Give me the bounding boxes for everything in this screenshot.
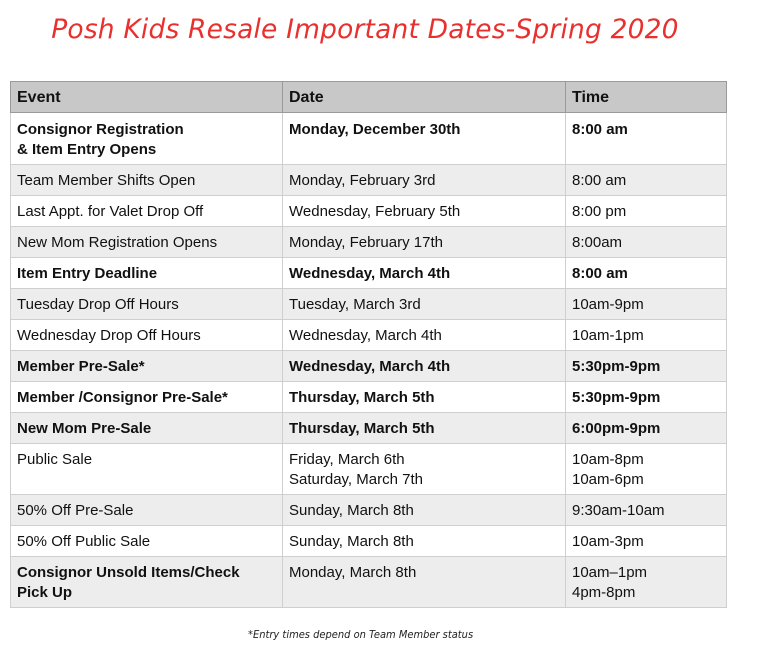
table-row xyxy=(11,227,727,258)
time-cell xyxy=(566,227,727,258)
event-cell xyxy=(11,227,283,258)
date-cell-line: Sunday, March 8th xyxy=(289,533,414,550)
date-cell-line: Friday, March 6th xyxy=(289,451,405,468)
event-cell xyxy=(11,444,283,495)
event-cell-line: Public Sale xyxy=(17,451,93,468)
time-cell xyxy=(566,526,727,557)
event-cell xyxy=(11,351,283,382)
time-cell-line: 8:00 am xyxy=(572,172,627,189)
time-cell xyxy=(566,557,727,608)
event-cell-line: Member /Consignor Pre-Sale* xyxy=(17,389,228,406)
time-cell xyxy=(566,495,727,526)
table-row xyxy=(11,289,727,320)
table-row xyxy=(11,526,727,557)
event-cell xyxy=(11,289,283,320)
date-cell xyxy=(283,495,566,526)
time-cell-line: 10am-6pm xyxy=(572,471,644,488)
date-cell-line: Sunday, March 8th xyxy=(289,502,414,519)
time-cell-line: 10am-9pm xyxy=(572,296,644,313)
time-cell-line: 8:00 am xyxy=(572,265,628,282)
event-cell xyxy=(11,165,283,196)
event-cell-line: Team Member Shifts Open xyxy=(17,172,196,189)
date-cell-line: Monday, December 30th xyxy=(289,121,461,138)
date-cell-line: Tuesday, March 3rd xyxy=(289,296,421,313)
time-cell-line: 10am–1pm xyxy=(572,564,648,581)
event-cell-line: Consignor Unsold Items/Check xyxy=(17,564,240,581)
event-cell xyxy=(11,495,283,526)
table-row xyxy=(11,258,727,289)
event-cell-line: Consignor Registration xyxy=(17,121,184,138)
date-cell-line: Monday, February 3rd xyxy=(289,172,436,189)
date-cell xyxy=(283,196,566,227)
date-cell-line: Wednesday, March 4th xyxy=(289,327,442,344)
date-cell-line: Wednesday, March 4th xyxy=(289,265,451,282)
date-cell-line: Monday, March 8th xyxy=(289,564,417,581)
date-cell xyxy=(283,351,566,382)
time-cell-line: 9:30am-10am xyxy=(572,502,665,519)
time-cell xyxy=(566,444,727,495)
table-row xyxy=(11,557,727,608)
header-time: Time xyxy=(566,82,727,113)
date-cell xyxy=(283,557,566,608)
time-cell-line: 10am-8pm xyxy=(572,451,644,468)
date-cell xyxy=(283,165,566,196)
event-cell-line: Wednesday Drop Off Hours xyxy=(17,327,201,344)
time-cell xyxy=(566,289,727,320)
time-cell-line: 10am-1pm xyxy=(572,327,644,344)
date-cell xyxy=(283,289,566,320)
time-cell xyxy=(566,351,727,382)
date-cell xyxy=(283,258,566,289)
time-cell-line: 6:00pm-9pm xyxy=(572,420,661,437)
header-date: Date xyxy=(283,82,566,113)
time-cell xyxy=(566,413,727,444)
table-header-row xyxy=(11,82,727,113)
time-cell xyxy=(566,113,727,165)
date-cell-line: Thursday, March 5th xyxy=(289,420,435,437)
event-cell xyxy=(11,258,283,289)
event-cell-line: New Mom Pre-Sale xyxy=(17,420,152,437)
time-cell xyxy=(566,196,727,227)
time-cell xyxy=(566,382,727,413)
time-cell-line: 8:00 pm xyxy=(572,203,627,220)
event-cell-line: Last Appt. for Valet Drop Off xyxy=(17,203,204,220)
event-cell xyxy=(11,320,283,351)
date-cell xyxy=(283,526,566,557)
event-cell xyxy=(11,113,283,165)
table-row xyxy=(11,113,727,165)
table-row xyxy=(11,444,727,495)
event-cell-line: Tuesday Drop Off Hours xyxy=(17,296,179,313)
time-cell xyxy=(566,165,727,196)
important-dates-table xyxy=(10,81,727,608)
table-row xyxy=(11,495,727,526)
table-row xyxy=(11,382,727,413)
date-cell-line: Wednesday, March 4th xyxy=(289,358,451,375)
time-cell-line: 5:30pm-9pm xyxy=(572,389,661,406)
date-cell-line: Monday, February 17th xyxy=(289,234,443,251)
table-row xyxy=(11,320,727,351)
date-cell-line: Wednesday, February 5th xyxy=(289,203,461,220)
event-cell-line: New Mom Registration Opens xyxy=(17,234,218,251)
table-row xyxy=(11,413,727,444)
table-row xyxy=(11,196,727,227)
event-cell-line: 50% Off Pre-Sale xyxy=(17,502,134,519)
time-cell-line: 8:00 am xyxy=(572,121,628,138)
page-title: Posh Kids Resale Important Dates-Spring 2020 xyxy=(51,14,679,45)
time-cell-line: 5:30pm-9pm xyxy=(572,358,661,375)
date-cell xyxy=(283,382,566,413)
date-cell xyxy=(283,320,566,351)
table-row xyxy=(11,351,727,382)
time-cell-line: 4pm-8pm xyxy=(572,584,636,601)
date-cell-line: Saturday, March 7th xyxy=(289,471,423,488)
date-cell xyxy=(283,227,566,258)
event-cell xyxy=(11,557,283,608)
time-cell-line: 8:00am xyxy=(572,234,623,251)
date-cell-line: Thursday, March 5th xyxy=(289,389,435,406)
event-cell xyxy=(11,526,283,557)
footnote: *Entry times depend on Team Member status xyxy=(248,628,474,641)
event-cell xyxy=(11,382,283,413)
event-cell-line: Pick Up xyxy=(17,584,73,601)
time-cell xyxy=(566,258,727,289)
event-cell-line: Member Pre-Sale* xyxy=(17,358,145,375)
event-cell-line: Item Entry Deadline xyxy=(17,265,158,282)
header-event: Event xyxy=(11,82,283,113)
date-cell xyxy=(283,113,566,165)
table-row xyxy=(11,165,727,196)
event-cell-line: 50% Off Public Sale xyxy=(17,533,151,550)
date-cell xyxy=(283,413,566,444)
time-cell-line: 10am-3pm xyxy=(572,533,644,550)
event-cell-line: & Item Entry Opens xyxy=(17,141,157,158)
event-cell xyxy=(11,413,283,444)
event-cell xyxy=(11,196,283,227)
date-cell xyxy=(283,444,566,495)
time-cell xyxy=(566,320,727,351)
